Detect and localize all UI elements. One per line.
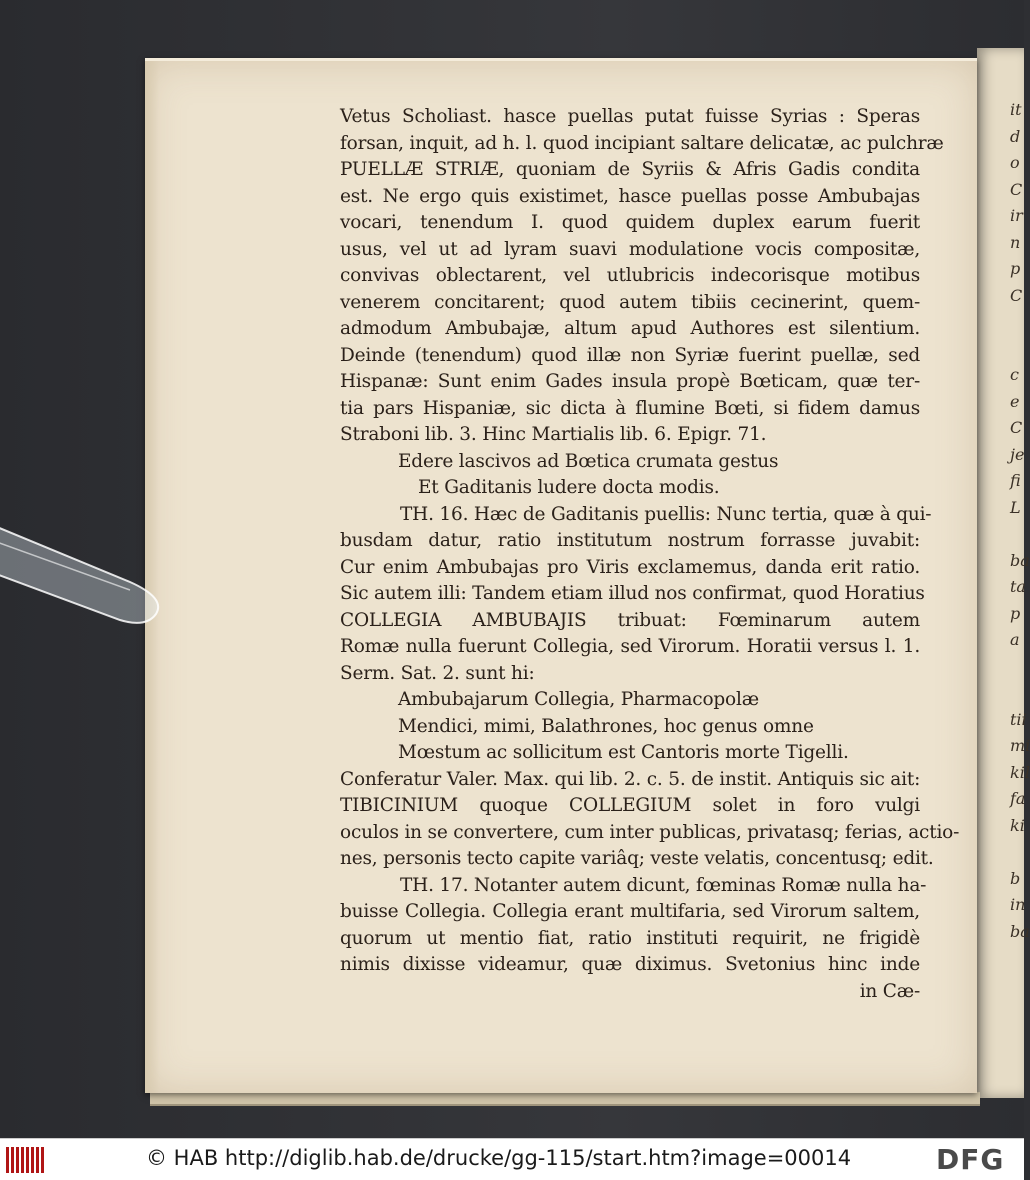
next-page-fragment: ta bbox=[1010, 577, 1026, 596]
text-line: Edere lascivos ad Bœtica crumata gestus bbox=[398, 450, 779, 472]
text-line: tia pars Hispaniæ, sic dicta à flumine Bœti, si fidem damus bbox=[340, 397, 920, 419]
next-page-fragment bbox=[1010, 842, 1024, 869]
text-line: Mendici, mimi, Balathrones, hoc genus omne bbox=[398, 715, 814, 737]
text-line: Hispanæ: Sunt enim Gades insula propè Bœticam, quæ ter- bbox=[340, 371, 920, 392]
next-page-fragment: o bbox=[1010, 153, 1020, 172]
copyright-url[interactable]: © HAB http://diglib.hab.de/drucke/gg-115/start.htm?image=00014 bbox=[146, 1146, 852, 1170]
next-page-fragment: tii bbox=[1010, 709, 1027, 729]
text-line: convivas oblectarent, vel utlubricis indecorisque motibus bbox=[340, 265, 920, 286]
text-line: Et Gaditanis ludere docta modis. bbox=[418, 477, 720, 498]
next-page-fragment: n bbox=[1010, 232, 1021, 252]
next-page-fragment: ki bbox=[1010, 815, 1025, 835]
next-page-fragment: ir bbox=[1010, 206, 1023, 225]
text-line: forsan, inquit, ad h. l. quod incipiant saltare delicatæ, ac pulchræ bbox=[340, 132, 944, 154]
next-page-fragment: L bbox=[1010, 497, 1021, 517]
next-page-fragment: fi bbox=[1010, 471, 1021, 490]
page-gutter-shadow bbox=[145, 61, 159, 1093]
text-line: COLLEGIA AMBUBAJIS tribuat: Fœminarum autem bbox=[340, 609, 920, 631]
text-line: TIBICINIUM quoque COLLEGIUM solet in foro vulgi bbox=[340, 795, 920, 816]
text-line: Sic autem illi: Tandem etiam illud nos confirmat, quod Horatius bbox=[340, 583, 925, 604]
next-page-fragment: C bbox=[1010, 285, 1023, 305]
text-line: busdam datur, ratio institutum nostrum forrasse juvabit: bbox=[340, 530, 920, 551]
next-page-fragment: in bbox=[1010, 895, 1026, 914]
text-line: TH. 16. Hæc de Gaditanis puellis: Nunc tertia, quæ à qui- bbox=[400, 503, 932, 525]
text-line: buisse Collegia. Collegia erant multifaria, sed Virorum saltem, bbox=[340, 901, 920, 922]
page-text bbox=[340, 104, 960, 1005]
dfg-logo: DFG bbox=[936, 1143, 1005, 1176]
text-line: Cur enim Ambubajas pro Viris exclamemus, danda erit ratio. bbox=[340, 556, 920, 578]
text-line: est. Ne ergo quis existimet, hasce puellas posse Ambubajas bbox=[340, 185, 920, 207]
next-page-fragment: p bbox=[1010, 603, 1021, 623]
next-page-fragment: C bbox=[1010, 179, 1023, 199]
footer-bar bbox=[0, 1138, 1024, 1180]
next-page-fragment: ba bbox=[1010, 921, 1030, 941]
text-line: in Cæ- bbox=[859, 980, 920, 1002]
next-page-fragment bbox=[1010, 312, 1024, 339]
text-line: nimis dixisse videamur, quæ diximus. Svetonius hinc inde bbox=[340, 954, 920, 975]
next-page-fragment: d bbox=[1010, 126, 1021, 146]
text-line: Mœstum ac sollicitum est Cantoris morte Tigelli. bbox=[398, 742, 849, 763]
text-line: Vetus Scholiast. hasce puellas putat fuisse Syrias : Speras bbox=[340, 106, 920, 127]
next-page-fragment bbox=[1010, 683, 1024, 710]
next-page-fragment: p bbox=[1010, 259, 1021, 278]
hab-logo-icon bbox=[6, 1147, 48, 1173]
text-line: vocari, tenendum I. quod quidem duplex earum fuerit bbox=[340, 212, 920, 233]
text-line: Serm. Sat. 2. sunt hi: bbox=[340, 662, 535, 684]
next-page-fragment: c bbox=[1010, 365, 1019, 384]
next-page-fragment: kil bbox=[1010, 762, 1030, 782]
next-page-fragments bbox=[1010, 100, 1030, 948]
next-page-fragment: a bbox=[1010, 630, 1020, 649]
next-page-fragment: mi bbox=[1010, 736, 1030, 755]
text-line: oculos in se convertere, cum inter publicas, privatasq; ferias, actio- bbox=[340, 821, 960, 843]
text-line: nes, personis tecto capite variâq; veste velatis, concentusq; edit. bbox=[340, 848, 934, 869]
text-line: venerem concitarent; quod autem tibiis cecinerint, quem- bbox=[340, 291, 920, 313]
text-line: Ambubajarum Collegia, Pharmacopolæ bbox=[398, 689, 759, 710]
next-page-fragment: e bbox=[1010, 391, 1020, 411]
next-page-fragment: ba bbox=[1010, 550, 1030, 570]
page-stack-edge bbox=[150, 1092, 980, 1106]
text-line: PUELLÆ STRIÆ, quoniam de Syriis & Afris Gadis condita bbox=[340, 159, 920, 180]
text-line: admodum Ambubajæ, altum apud Authores est silentium. bbox=[340, 318, 920, 339]
next-page-fragment: b bbox=[1010, 868, 1021, 888]
next-page-fragment bbox=[1010, 657, 1024, 684]
text-line: quorum ut mentio fiat, ratio instituti requirit, ne frigidè bbox=[340, 927, 920, 949]
next-page-fragment bbox=[1010, 339, 1024, 366]
text-line: Deinde (tenendum) quod illæ non Syriæ fuerint puellæ, sed bbox=[340, 344, 920, 366]
next-page-fragment: it bbox=[1010, 100, 1022, 119]
next-page-fragment: C bbox=[1010, 418, 1023, 437]
text-line: Conferatur Valer. Max. qui lib. 2. c. 5. de instit. Antiquis sic ait: bbox=[340, 768, 921, 790]
next-page-fragment: je bbox=[1010, 444, 1025, 464]
text-line: TH. 17. Notanter autem dicunt, fœminas Romæ nulla ha- bbox=[400, 874, 927, 896]
text-line: usus, vel ut ad lyram suavi modulatione vocis compositæ, bbox=[340, 238, 920, 260]
next-page-fragment: fa bbox=[1010, 789, 1026, 808]
next-page-fragment bbox=[1010, 524, 1024, 551]
text-line: Romæ nulla fuerunt Collegia, sed Virorum. Horatii versus l. 1. bbox=[340, 636, 920, 657]
text-line: Straboni lib. 3. Hinc Martialis lib. 6. Epigr. 71. bbox=[340, 424, 767, 445]
